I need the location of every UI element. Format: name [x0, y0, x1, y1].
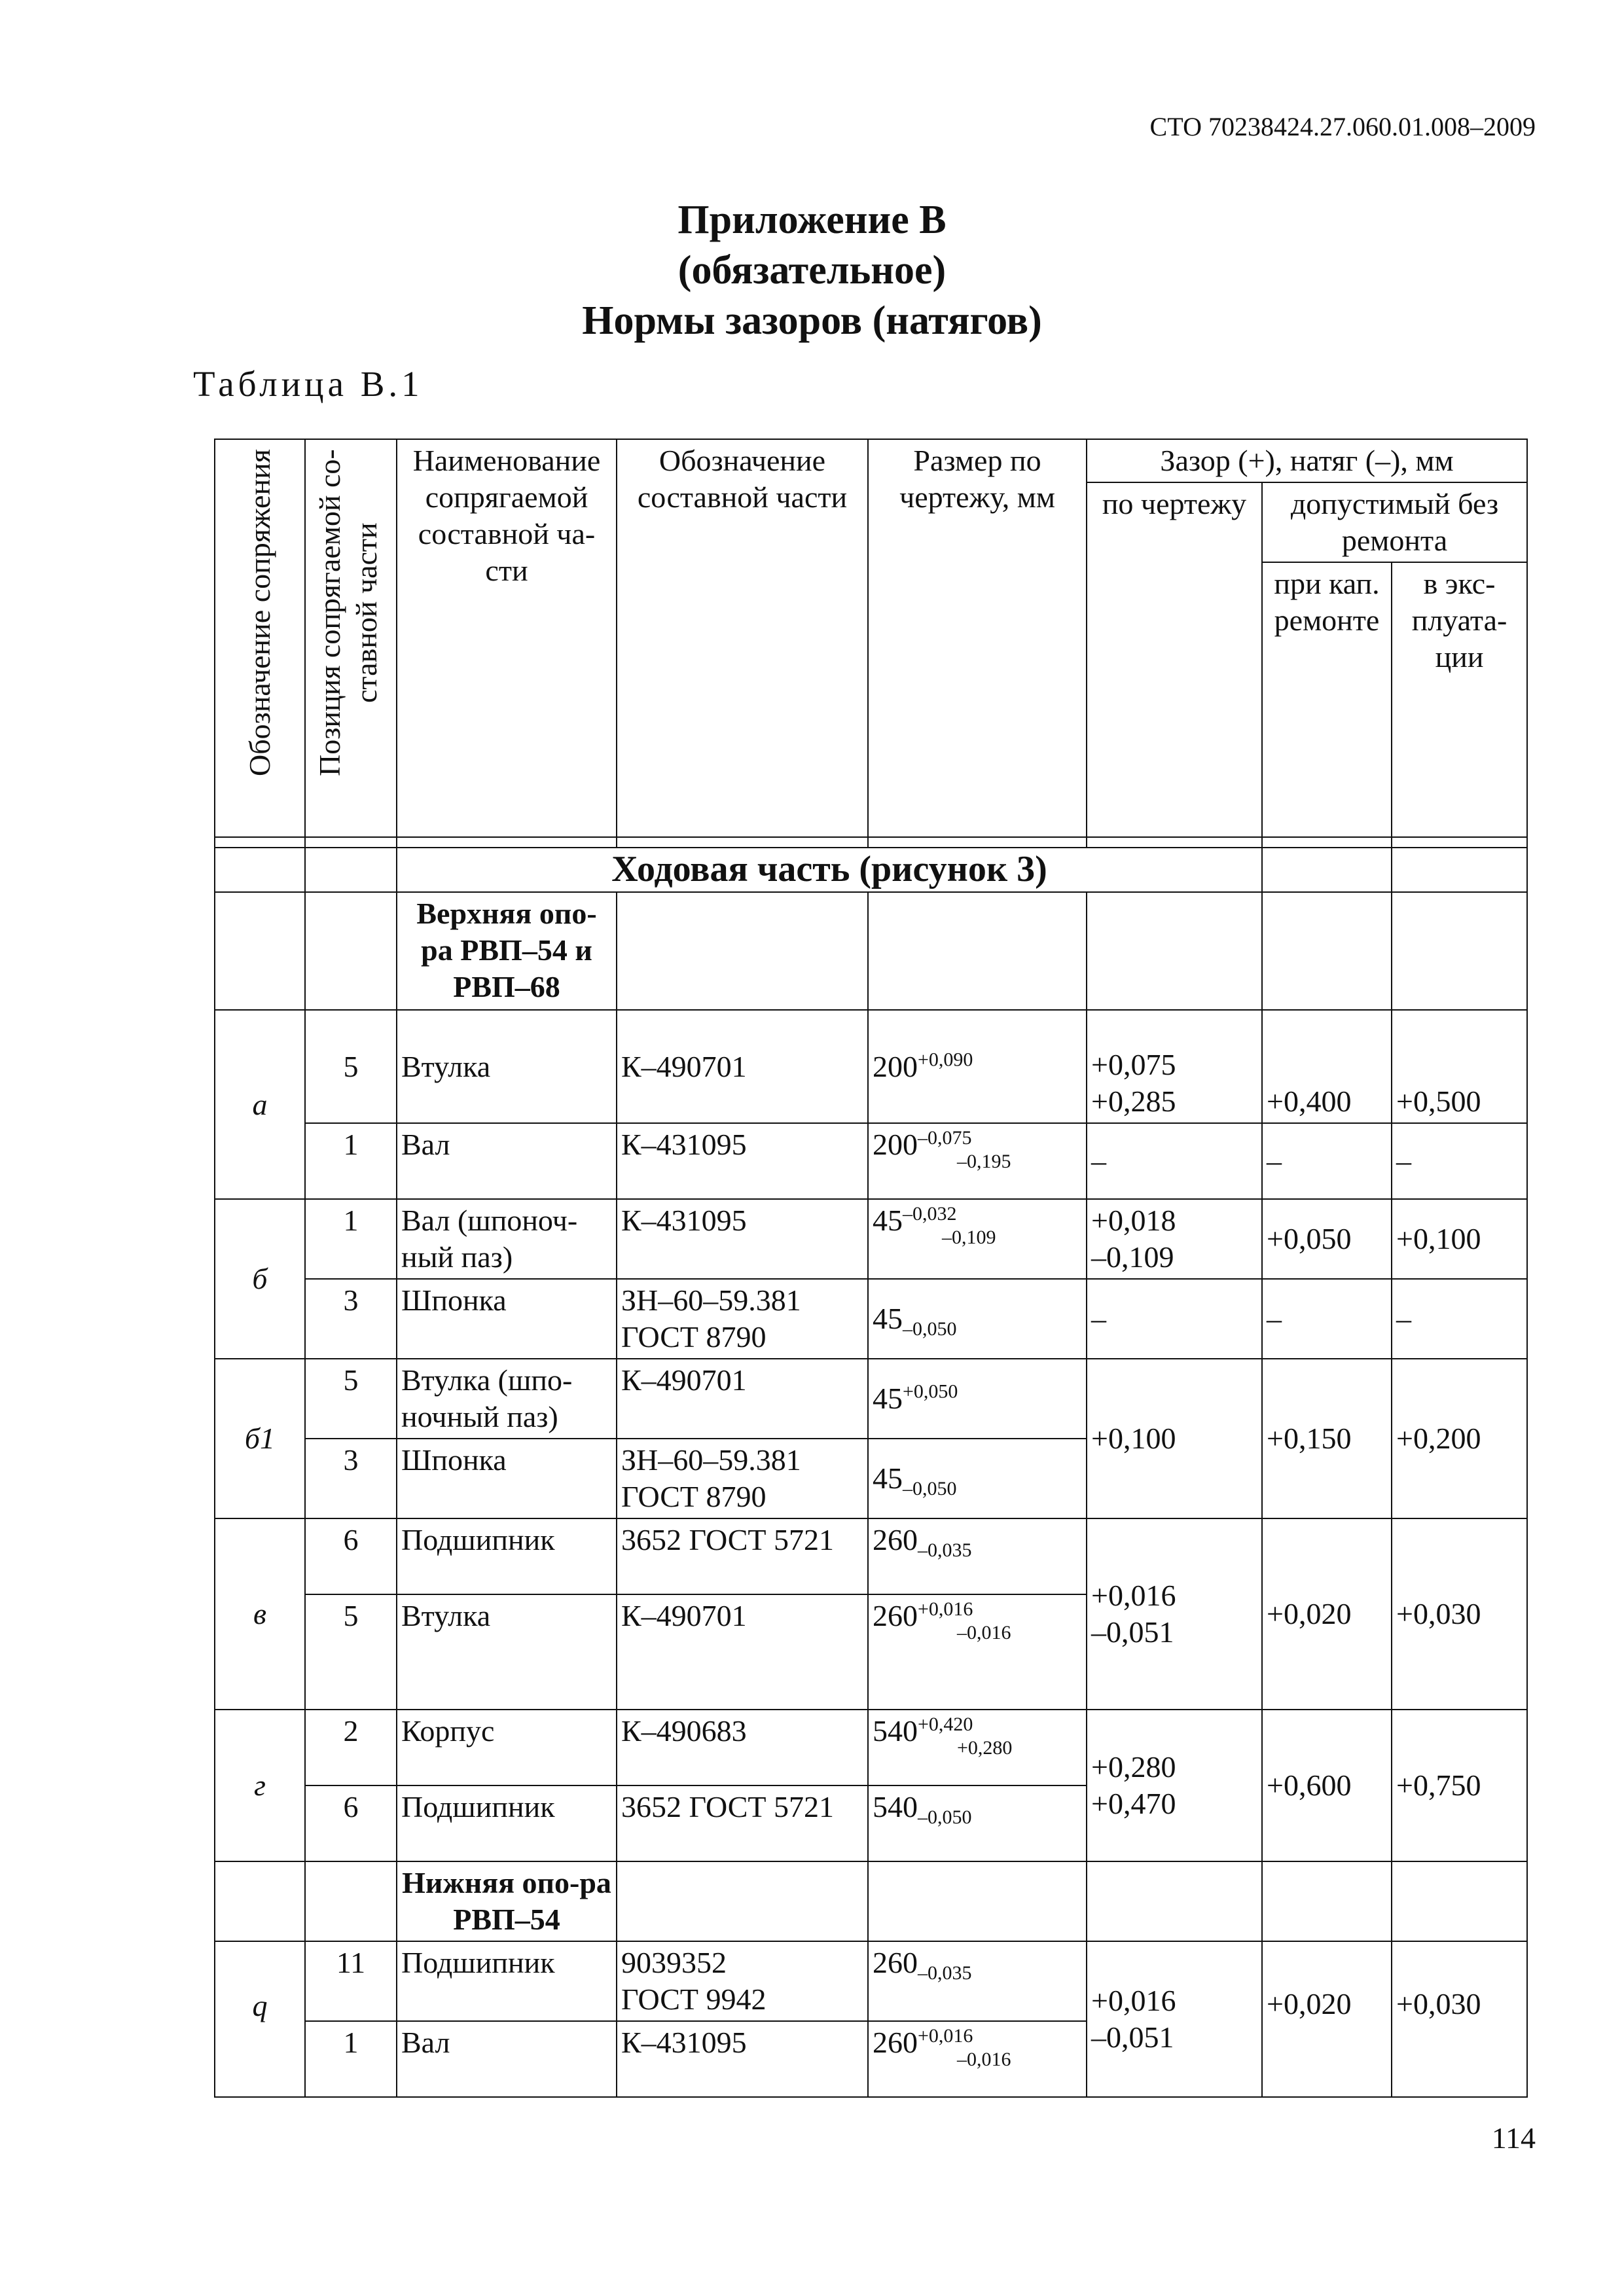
size: 540 +0,420 +0,280: [868, 1710, 1087, 1785]
position: 1: [305, 1123, 397, 1199]
part-name: Подшипник: [397, 1941, 617, 2021]
position: 2: [305, 1710, 397, 1785]
part-name: Вал: [397, 1123, 617, 1199]
header-size: Размер по чертежу, мм: [868, 439, 1087, 837]
appendix-status: (обязательное): [677, 248, 947, 293]
gap-by-drawing: +0,016 –0,051: [1087, 1518, 1262, 1710]
part-name: Подшипник: [397, 1518, 617, 1594]
part-code: ЗН–60–59.381 ГОСТ 8790: [617, 1279, 868, 1359]
size: 260 +0,016 –0,016: [868, 1594, 1087, 1710]
gap-cap-repair: +0,150: [1262, 1359, 1392, 1518]
position: 3: [305, 1439, 397, 1518]
header-by-drawing: по чертежу: [1087, 482, 1262, 837]
part-code: 3652 ГОСТ 5721: [617, 1518, 868, 1594]
size: $200^{+0,090}$: [868, 1010, 1087, 1123]
clearance-table: [214, 439, 1528, 2098]
size: 200 –0,075 –0,195: [868, 1123, 1087, 1199]
size: 45 –0,032 –0,109: [868, 1199, 1087, 1279]
section-title: Ходовая часть (рисунок 3): [397, 848, 1262, 892]
header-part-name: Наименование сопрягаемой составной ча-сти: [397, 439, 617, 837]
gap-operation: +0,100: [1392, 1199, 1527, 1279]
header-allowed: допустимый без ремонта: [1262, 482, 1527, 562]
part-code: К–490701: [617, 1594, 868, 1710]
size: $45_{-0,050}$: [868, 1279, 1087, 1359]
gap-by-drawing: +0,075 +0,285: [1087, 1010, 1262, 1123]
gap-cap-repair: +0,400: [1262, 1010, 1392, 1123]
part-code: К–431095: [617, 2021, 868, 2097]
part-name: Корпус: [397, 1710, 617, 1785]
gap-cap-repair: +0,020: [1262, 1518, 1392, 1710]
gap-operation: +0,750: [1392, 1710, 1527, 1861]
part-code: 9039352 ГОСТ 9942: [617, 1941, 868, 2021]
position: 6: [305, 1785, 397, 1861]
part-code: К–490701: [617, 1359, 868, 1439]
gap-operation: +0,200: [1392, 1359, 1527, 1518]
mate-label: а: [215, 1010, 305, 1199]
part-name: Втулка (шпо-ночный паз): [397, 1359, 617, 1439]
header-part-code: Обозначение составной части: [617, 439, 868, 837]
mate-label: б: [215, 1199, 305, 1359]
gap-operation: –: [1392, 1279, 1527, 1359]
appendix-title: Приложение В: [677, 198, 947, 242]
part-code: ЗН–60–59.381 ГОСТ 8790: [617, 1439, 868, 1518]
size: $540_{-0,050}$: [868, 1785, 1087, 1861]
mate-label: г: [215, 1710, 305, 1861]
gap-by-drawing: +0,018 –0,109: [1087, 1199, 1262, 1279]
gap-cap-repair: –: [1262, 1279, 1392, 1359]
part-code: К–490701: [617, 1010, 868, 1123]
header-position: Позиция сопрягаемой со-ставной части: [305, 439, 397, 837]
part-name: Подшипник: [397, 1785, 617, 1861]
position: 11: [305, 1941, 397, 2021]
part-name: Шпонка: [397, 1279, 617, 1359]
part-code: К–431095: [617, 1199, 868, 1279]
position: 5: [305, 1010, 397, 1123]
page-number: 114: [1491, 2121, 1536, 2155]
gap-by-drawing: +0,016 –0,051: [1087, 1941, 1262, 2097]
position: 3: [305, 1279, 397, 1359]
table-label: Таблица В.1: [193, 364, 424, 404]
gap-by-drawing: +0,100: [1087, 1359, 1262, 1518]
gap-by-drawing: +0,280 +0,470: [1087, 1710, 1262, 1861]
mate-label: q: [215, 1941, 305, 2097]
gap-cap-repair: –: [1262, 1123, 1392, 1199]
part-name: Вал (шпоноч-ный паз): [397, 1199, 617, 1279]
size: $45^{+0,050}$: [868, 1359, 1087, 1439]
gap-operation: +0,030: [1392, 1518, 1527, 1710]
position: 1: [305, 2021, 397, 2097]
mate-label: б1: [215, 1359, 305, 1518]
gap-cap-repair: +0,600: [1262, 1710, 1392, 1861]
subsection-upper: Верхняя опо-ра РВП–54 и РВП–68: [397, 892, 617, 1010]
header-gap: Зазор (+), натяг (–), мм: [1087, 439, 1527, 482]
gap-by-drawing: –: [1087, 1279, 1262, 1359]
part-code: 3652 ГОСТ 5721: [617, 1785, 868, 1861]
position: 6: [305, 1518, 397, 1594]
header-operation: в экс-плуата-ции: [1392, 562, 1527, 837]
mate-label: в: [215, 1518, 305, 1710]
gap-operation: +0,500: [1392, 1010, 1527, 1123]
part-name: Втулка: [397, 1594, 617, 1710]
size: 260 +0,016 –0,016: [868, 2021, 1087, 2097]
appendix-subject: Нормы зазоров (натягов): [582, 298, 1042, 343]
gap-by-drawing: –: [1087, 1123, 1262, 1199]
document-code: СТО 70238424.27.060.01.008–2009: [1149, 112, 1536, 141]
part-name: Втулка: [397, 1010, 617, 1123]
part-name: Вал: [397, 2021, 617, 2097]
part-name: Шпонка: [397, 1439, 617, 1518]
position: 1: [305, 1199, 397, 1279]
position: 5: [305, 1359, 397, 1439]
gap-cap-repair: +0,050: [1262, 1199, 1392, 1279]
header-cap-repair: при кап. ремонте: [1262, 562, 1392, 837]
size: $45_{-0,050}$: [868, 1439, 1087, 1518]
subsection-lower: Нижняя опо-ра РВП–54: [397, 1861, 617, 1941]
size: $260_{-0,035}$: [868, 1941, 1087, 2021]
position: 5: [305, 1594, 397, 1710]
gap-operation: +0,030: [1392, 1941, 1527, 2097]
gap-operation: –: [1392, 1123, 1527, 1199]
header-mating: Обозначение сопряжения: [215, 439, 305, 837]
gap-cap-repair: +0,020: [1262, 1941, 1392, 2097]
part-code: К–490683: [617, 1710, 868, 1785]
part-code: К–431095: [617, 1123, 868, 1199]
size: $260_{-0,035}$: [868, 1518, 1087, 1594]
